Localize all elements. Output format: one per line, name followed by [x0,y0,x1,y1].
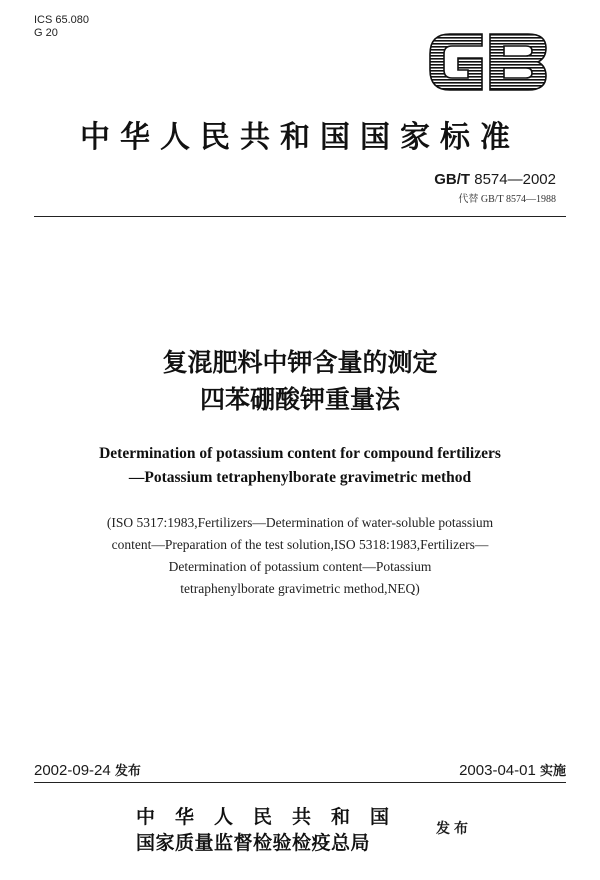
iso-reference-line1: (ISO 5317:1983,Fertilizers—Determination of water-soluble potassium [106,515,494,530]
gb-logo [424,28,552,96]
standard-prefix: GB/T [434,171,471,188]
svg-text:GB: GB [424,28,426,29]
ics-code: ICS 65.080 [34,14,90,26]
issue-date-value: 2002-09-24 [34,762,111,779]
standard-code: 8574—2002 [474,171,556,188]
iso-reference-line3: Determination of potassium content—Potassium [168,559,432,574]
chinese-title-line2: 四苯硼酸钾重量法 [199,385,400,414]
chinese-title-line1: 复混肥料中钾含量的测定 [162,348,438,377]
implementation-date-value: 2003-04-01 [459,762,536,779]
footer-divider [34,782,566,783]
issue-date [34,760,141,779]
english-title-line2: —Potassium tetraphenylborate gravimetric method [128,469,472,486]
issuer-line1: 中华人民共和国 [136,806,410,828]
replaces-standard: 代替 GB/T 8574—1988 [458,194,556,205]
iso-reference-line4: tetraphenylborate gravimetric method,NEQ) [180,581,420,596]
header-divider [34,216,566,217]
classification-codes [34,14,89,40]
english-title-line1: Determination of potassium content for compound fertilizers [99,445,501,462]
implementation-date-label: 实施 [539,764,566,779]
ccs-code: G 20 [34,27,58,39]
iso-reference-line2: content—Preparation of the test solution,ISO 5318:1983,Fertilizers— [111,537,489,552]
issuer-line2: 国家质量监督检验检疫总局 [136,832,371,854]
standard-number [434,171,556,188]
national-standard-title: 中华人民共和国国家标准 [80,120,520,155]
implementation-date [459,760,566,779]
issuer-verb: 发布 [436,821,472,837]
issue-date-label: 发布 [114,764,141,779]
